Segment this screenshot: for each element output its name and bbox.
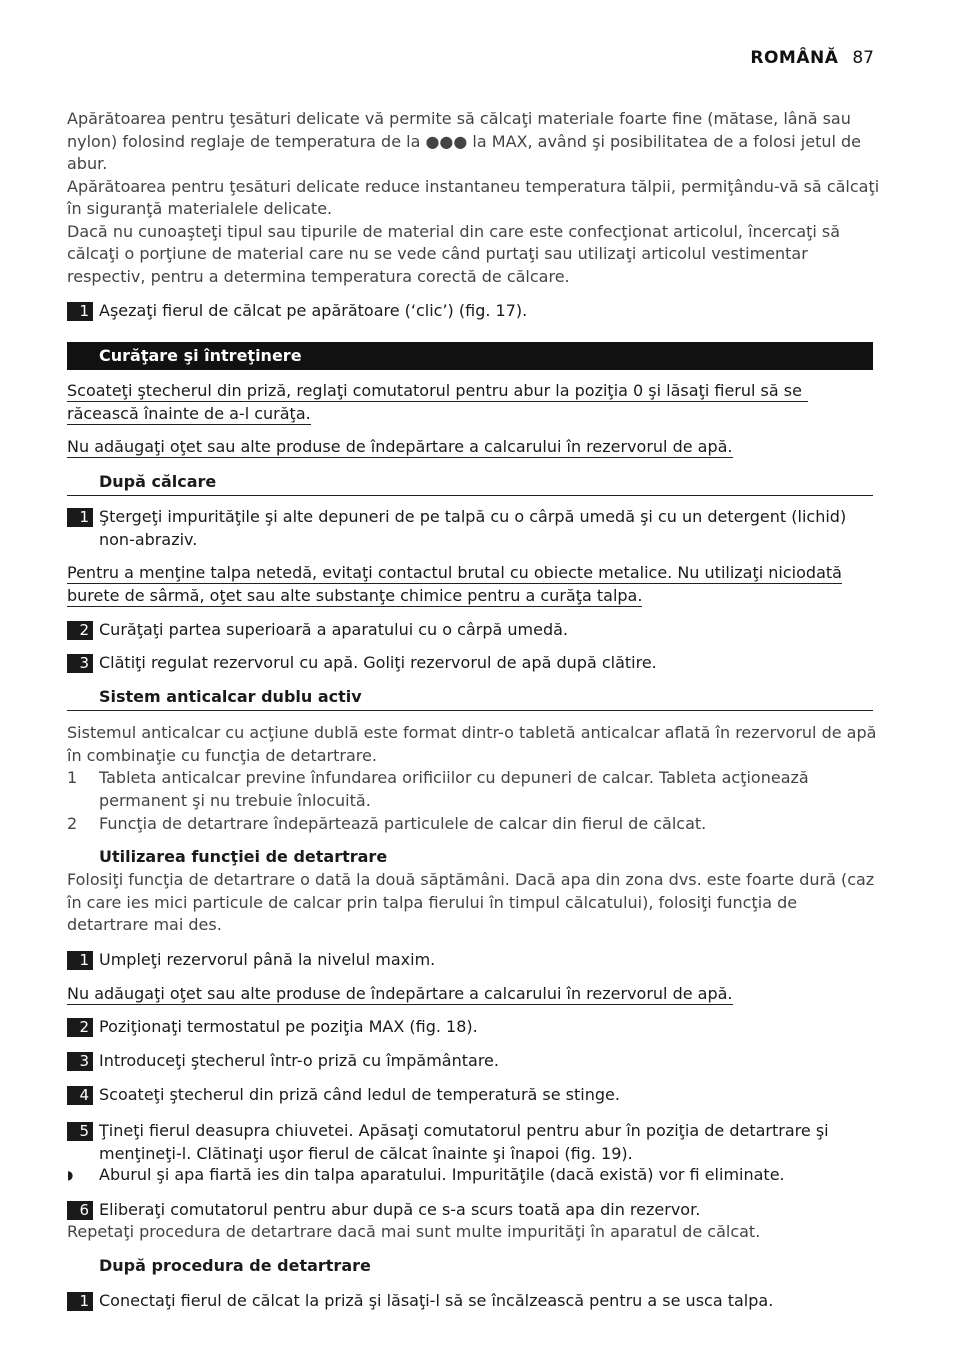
step-clean-top (67, 619, 873, 643)
step-hold-over-sink (67, 1120, 873, 1166)
intro-line: abur. (67, 154, 108, 173)
section-title-bar (67, 342, 873, 370)
step-number: 3 (67, 1052, 93, 1071)
anticalc-line: în combinaţie cu funcţia de detartrare. (67, 745, 377, 765)
warning-unplug (67, 380, 808, 425)
step-unplug (67, 1084, 873, 1108)
step-number: 1 (67, 951, 93, 970)
subheading-anticalc (67, 686, 873, 711)
decalc-line: Folosiţi funcţia de detartrare o dată la două săptămâni. Dacă apa din zona dvs. este foarte dură (caz (67, 870, 875, 889)
list-number: 1 (67, 768, 78, 787)
step-text: Umpleţi rezervorul până la nivelul maxim. (99, 950, 436, 969)
decalc-paragraph (67, 869, 873, 937)
subheading-decalc-use: Utilizarea funcţiei de detartrare (99, 847, 388, 866)
list-text-line: permanent şi nu trebuie înlocuită. (99, 790, 371, 810)
subheading-text: Sistem anticalcar dublu activ (99, 687, 362, 706)
step-text: Clătiţi regulat rezervorul cu apă. Goliţi rezervorul de apă după clătire. (99, 653, 657, 672)
step-number: 3 (67, 654, 93, 673)
repeat-note: Repetaţi procedura de detartrare dacă mai sunt multe impurităţi în aparatul de călcat. (67, 1222, 761, 1241)
anticalc-paragraph (67, 722, 877, 767)
intro-paragraph (67, 108, 880, 288)
result-arrow-icon: ◗ (67, 1168, 74, 1182)
step-text: Scoateţi ştecherul din priză când ledul de temperatură se stinge. (99, 1085, 620, 1104)
step-set-thermostat (67, 1016, 873, 1040)
step-text-line: Ştergeţi impurităţile şi alte depuneri de pe talpă cu o cârpă umedă şi cu un detergent (lichid) (99, 507, 847, 526)
step-fit-protector (67, 300, 873, 324)
decalc-line: detartrare mai des. (67, 915, 222, 934)
anticalc-list-item (67, 767, 873, 813)
step-plug-in (67, 1050, 873, 1074)
anticalc-list-item (67, 813, 873, 837)
warning-smooth-soleplate (67, 562, 842, 607)
warning-no-vinegar (67, 436, 733, 459)
warning-line: Scoateţi ştecherul din priză, reglaţi comutatorul pentru abur la poziţia 0 şi lăsaţi fierul să se (67, 380, 808, 402)
step-text-line: menţineţi-l. Clătinaţi uşor fierul de călcat înainte şi înapoi (fig. 19). (99, 1143, 633, 1163)
list-text-line: Funcţia de detartrare îndepărtează particulele de calcar din fierul de călcat. (99, 814, 707, 833)
intro-line: Apărătoarea pentru ţesături delicate reduce instantaneu temperatura tălpii, permiţându-vă să călcaţi (67, 176, 880, 196)
page-number: 87 (852, 48, 874, 68)
warning-line: Pentru a menţine talpa netedă, evitaţi contactul brutal cu obiecte metalice. Nu utilizaţi niciodată (67, 563, 842, 582)
step-result (67, 1164, 873, 1188)
step-text: Curăţaţi partea superioară a aparatului cu o cârpă umedă. (99, 620, 568, 639)
list-text-line: Tableta anticalcar previne înfundarea orificiilor cu depuneri de calcar. Tableta acţionează (99, 768, 809, 787)
intro-line: Dacă nu cunoaşteţi tipul sau tipurile de material din care este confecţionat articolul, încercaţi să (67, 221, 841, 241)
step-text: Conectaţi fierul de călcat la priză şi lăsaţi-l să se încălzească pentru a se usca talpa. (99, 1291, 774, 1310)
step-text: Poziţionaţi termostatul pe poziţia MAX (fig. 18). (99, 1017, 478, 1036)
warning-line: Nu adăugaţi oţet sau alte produse de îndepărtare a calcarului în rezervorul de apă. (67, 437, 733, 456)
step-wipe-soleplate (67, 506, 873, 552)
subheading-after-decalc: După procedura de detartrare (99, 1256, 371, 1275)
subheading-text: După călcare (99, 472, 217, 491)
step-text: Eliberaţi comutatorul pentru abur după ce s-a scurs toată apa din rezervor. (99, 1200, 701, 1219)
intro-line: călcaţi o porţiune de material care nu se vede când purtaţi sau utilizaţi articolul vestimentar (67, 244, 808, 263)
intro-line: în siguranţă materialele delicate. (67, 199, 333, 218)
page-header (750, 48, 874, 68)
step-text: Aşezaţi fierul de călcat pe apărătoare (‘clic’) (fig. 17). (99, 301, 528, 320)
step-number: 2 (67, 621, 93, 640)
intro-line: nylon) folosind reglaje de temperatura de la ●●● la MAX, având şi posibilitatea de a folosi jetul de (67, 131, 862, 151)
step-number: 4 (67, 1086, 93, 1105)
step-text: Introduceţi ştecherul într-o priză cu împământare. (99, 1051, 499, 1070)
intro-line: Apărătoarea pentru ţesături delicate vă permite să călcaţi materiale foarte fine (mătase, lână sau (67, 109, 851, 128)
warning-no-vinegar-2 (67, 983, 733, 1006)
step-number: 1 (67, 1292, 93, 1311)
language-label: ROMÂNĂ (750, 48, 839, 68)
result-text: Aburul şi apa fiartă ies din talpa aparatului. Impurităţile (dacă există) vor fi eliminate. (99, 1165, 785, 1184)
step-fill-tank (67, 949, 873, 973)
step-release-switch (67, 1199, 873, 1223)
warning-line: răcească înainte de a-l curăţa. (67, 403, 311, 423)
step-number: 1 (67, 508, 93, 527)
step-number: 2 (67, 1018, 93, 1037)
step-number: 5 (67, 1122, 93, 1141)
decalc-line: în care ies mici particule de calcar prin talpa fierului în timpul călcatului), folosiţi funcţia de (67, 892, 798, 912)
list-number: 2 (67, 814, 78, 833)
step-text-line: Ţineţi fierul deasupra chiuvetei. Apăsaţi comutatorul pentru abur în poziţia de detartrare şi (99, 1121, 829, 1140)
step-number: 1 (67, 302, 93, 321)
warning-line: burete de sârmă, oţet sau alte substanţe chimice pentru a curăţa talpa. (67, 585, 643, 605)
anticalc-line: Sistemul anticalcar cu acţiune dublă este format dintr-o tabletă anticalcar aflată în rezervorul de apă (67, 723, 877, 742)
step-heat-dry (67, 1290, 873, 1314)
step-rinse-tank (67, 652, 873, 676)
subheading-after-ironing (67, 471, 873, 496)
step-number: 6 (67, 1201, 93, 1220)
warning-line: Nu adăugaţi oţet sau alte produse de îndepărtare a calcarului în rezervorul de apă. (67, 984, 733, 1003)
section-title: Curăţare şi întreţinere (99, 346, 302, 365)
step-text-line: non-abraziv. (99, 529, 198, 549)
intro-line: respectiv, pentru a determina temperatura corectă de călcare. (67, 266, 570, 286)
